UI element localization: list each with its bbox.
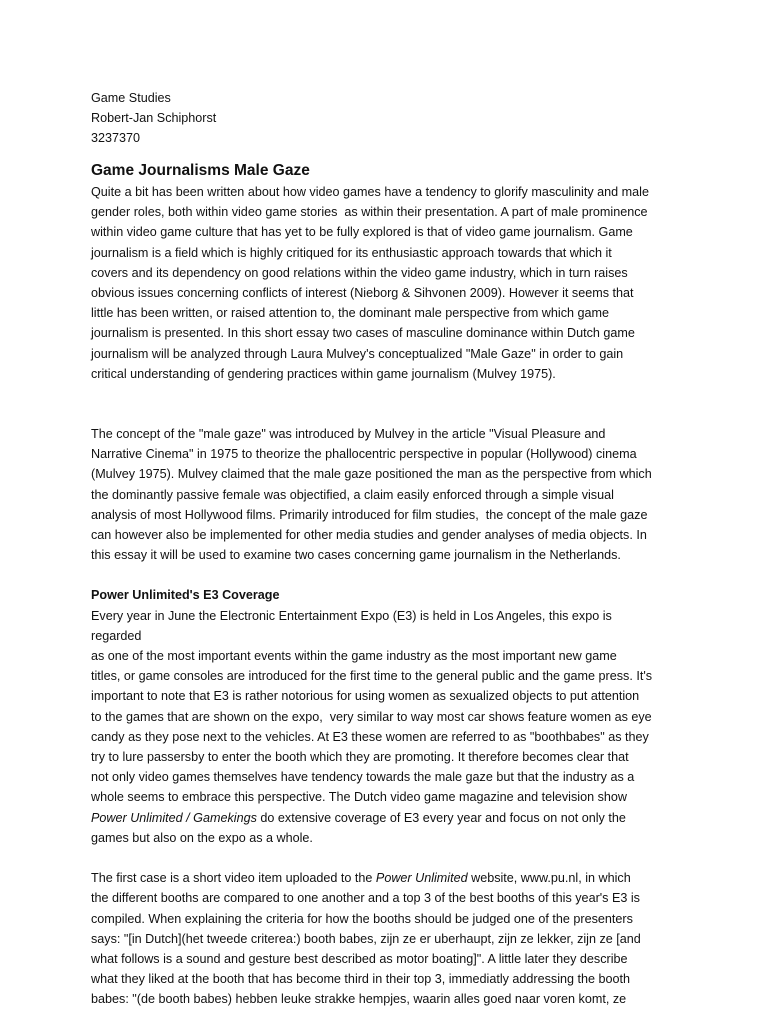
- paragraph-line: says: "[in Dutch](het tweede criterea:) booth babes, zijn ze er uberhaupt, zijn ze lekker, zijn ze [and: [91, 931, 641, 946]
- paragraph-line: journalism is presented. In this short essay two cases of masculine dominance within Dutch game: [91, 326, 635, 341]
- paragraph-line: not only video games themselves have tendency towards the male gaze but that the industry as a: [91, 770, 635, 785]
- paragraph-line: candy as they pose next to the vehicles. At E3 these women are referred to as "boothbabes" as they: [91, 729, 649, 744]
- paragraph-line: obvious issues concerning conflicts of interest (Nieborg & Sihvonen 2009). However it seems that: [91, 286, 634, 301]
- magazine-title: Power Unlimited: [375, 871, 468, 886]
- paragraph-line: this essay it will be used to examine two cases concerning game journalism in the Netherlands.: [91, 548, 621, 563]
- paragraph-line: Quite a bit has been written about how video games have a tendency to glorify masculinity and male: [91, 185, 649, 199]
- paragraph-line: analysis of most Hollywood films. Primarily introduced for film studies, the concept of the male gaze: [91, 507, 648, 522]
- intro-paragraph: [91, 182, 663, 384]
- paragraph-line: covers and its dependency on good relations within the video game industry, which in turn raises: [91, 265, 628, 280]
- paragraph-line: journalism is a field which is highly critiqued for its enthusiastic approach towards that which it: [91, 245, 612, 260]
- paragraph-line: [91, 808, 663, 828]
- paragraph-line: games but also on the expo as a whole.: [91, 830, 313, 845]
- paragraph-line: journalism will be analyzed through Laura Mulvey's conceptualized "Male Gaze" in order to gain: [91, 346, 624, 361]
- paragraph-line: what they liked at the booth that has become third in their top 3, immediatly addressing the booth: [91, 972, 631, 987]
- paragraph-line: whole seems to embrace this perspective. The Dutch video game magazine and television show: [91, 790, 627, 805]
- paragraph-line: try to lure passersby to enter the booth which they are promoting. It therefore becomes clear that: [91, 750, 629, 765]
- paragraph-line: what follows is a sound and gesture best described as motor boating]". A little later they describe: [91, 951, 628, 966]
- section-heading: Power Unlimited's E3 Coverage: [91, 588, 280, 603]
- paragraph-line: little has been written, or raised attention to, the dominant male perspective from which game: [91, 306, 610, 321]
- document-page: [91, 88, 663, 1010]
- author-name: Robert-Jan Schiphorst: [91, 111, 217, 125]
- paragraph-line: The concept of the "male gaze" was introduced by Mulvey in the article "Visual Pleasure and: [91, 427, 606, 442]
- concept-paragraph: [91, 424, 663, 565]
- paragraph-text: do extensive coverage of E3 every year and focus on not only the: [256, 810, 626, 825]
- magazine-title: Power Unlimited / Gamekings: [91, 810, 257, 825]
- paragraph-spacer: [91, 848, 663, 868]
- paragraph-line: to the games that are shown on the expo, very similar to way most car shows feature women as eye: [91, 709, 652, 724]
- paragraph-line: titles, or game consoles are introduced for the first time to the general public and the game press. It's: [91, 669, 653, 684]
- paragraph-line: Narrative Cinema" in 1975 to theorize the phallocentric perspective in popular (Hollywood) cinema: [91, 447, 637, 462]
- paragraph-line: gender roles, both within video game stories as within their presentation. A part of male prominence: [91, 205, 648, 220]
- paragraph-line: compiled. When explaining the criteria for how the booths should be judged one of the presenters: [91, 911, 633, 926]
- paragraph-line: within video game culture that has yet to be fully explored is that of video game journalism. Game: [91, 225, 633, 240]
- paragraph-line: can however also be implemented for other media studies and gender analyses of media objects. In: [91, 528, 647, 543]
- paragraph-line: [91, 868, 663, 888]
- student-number: 3237370: [91, 131, 141, 145]
- paragraph-line: (Mulvey 1975). Mulvey claimed that the male gaze positioned the man as the perspective from which: [91, 467, 652, 482]
- paragraph-line: critical understanding of gendering practices within game journalism (Mulvey 1975).: [91, 366, 556, 381]
- essay-title: Game Journalisms Male Gaze: [91, 162, 310, 179]
- paragraph-spacer: [91, 384, 663, 424]
- paragraph-line: babes: "(de booth babes) hebben leuke strakke hempjes, waarin alles goed naar voren komt, ze: [91, 992, 627, 1007]
- paragraph-spacer: [91, 565, 663, 585]
- paragraph-line: important to note that E3 is rather notorious for using women as sexualized objects to put attention: [91, 689, 640, 704]
- paragraph-line: the different booths are compared to one another and a top 3 of the best booths of this year's E3 is: [91, 891, 640, 906]
- e3-paragraph: [91, 606, 663, 848]
- paragraph-text: The first case is a short video item uploaded to the: [91, 871, 376, 886]
- paragraph-text: website, www.pu.nl, in which: [467, 871, 631, 886]
- course-name: Game Studies: [91, 91, 171, 105]
- case-paragraph: [91, 868, 663, 1009]
- paragraph-line: Every year in June the Electronic Entertainment Expo (E3) is held in Los Angeles, this expo is regarded: [91, 608, 616, 643]
- paragraph-line: as one of the most important events within the game industry as the most important new game: [91, 649, 617, 664]
- paragraph-line: the dominantly passive female was objectified, a claim easily enforced through a simple visual: [91, 487, 614, 502]
